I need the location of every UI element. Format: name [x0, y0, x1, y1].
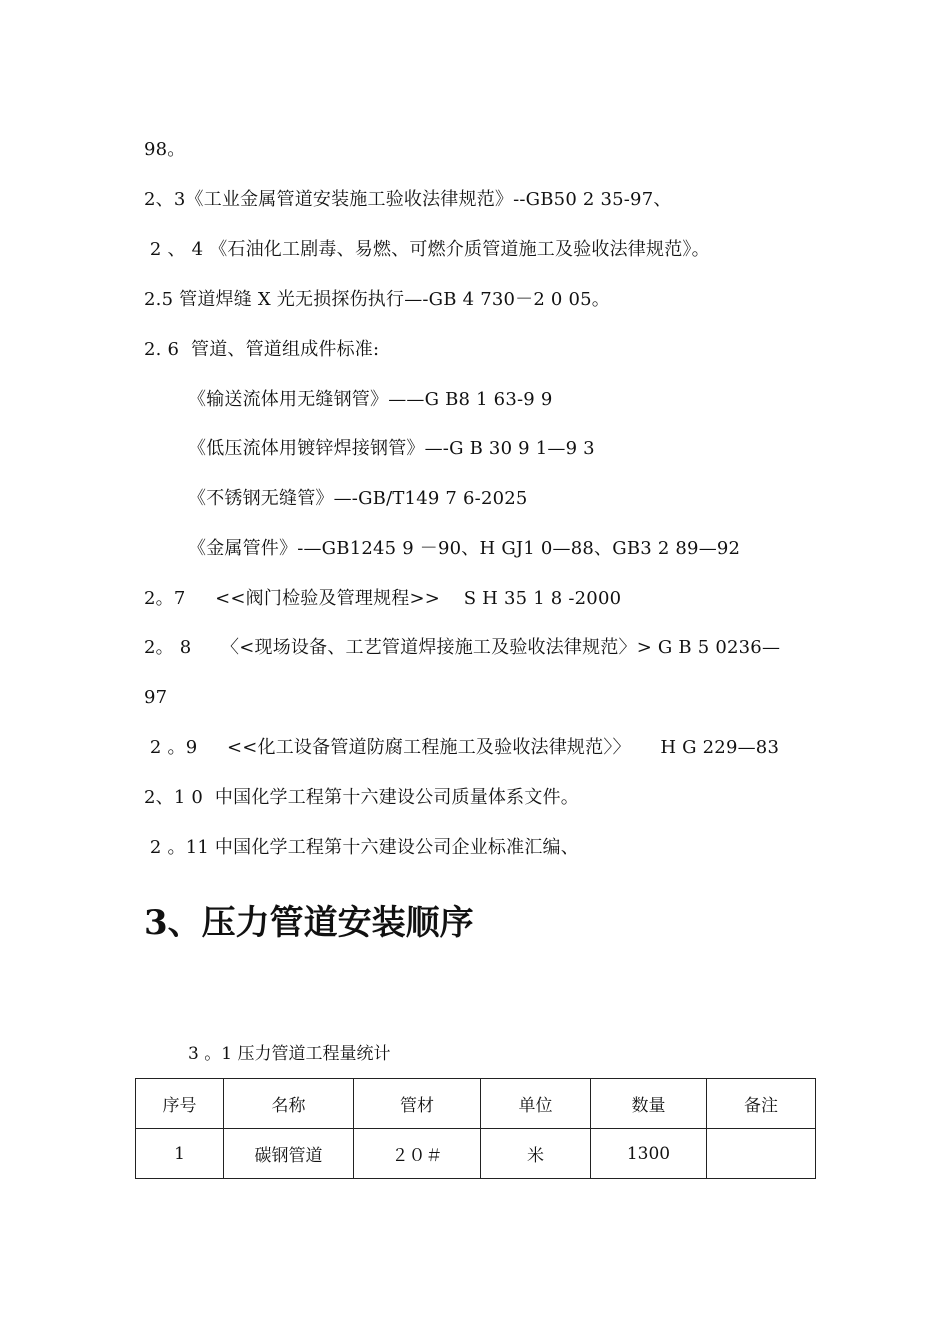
- text-line: 98。: [144, 139, 186, 160]
- section-heading: 3、压力管道安装顺序: [144, 903, 474, 943]
- table-header-cell: 备注: [707, 1079, 816, 1129]
- table-header-row: [136, 1079, 816, 1129]
- text-line: 2 、 4 《石油化工剧毒、易燃、可燃介质管道施工及验收法律规范》。: [144, 239, 710, 260]
- table-header-cell: 名称: [224, 1079, 354, 1129]
- text-line: 《低压流体用镀锌焊接钢管》—-G B 30 9 1—9 3: [188, 438, 595, 459]
- text-line: 2.5 管道焊缝 X 光无损探伤执行—-GB 4 730－2 0 05。: [144, 289, 610, 310]
- text-line: 《不锈钢无缝管》—-GB/T149 7 6-2025: [188, 488, 528, 509]
- table-header-cell: 序号: [136, 1079, 224, 1129]
- text-line: 2 。11 中国化学工程第十六建设公司企业标准汇编、: [144, 837, 579, 858]
- text-line: 2 。9 <<化工设备管道防腐工程施工及验收法律规范〉〉 H G 229—83: [144, 737, 780, 758]
- text-line: 《输送流体用无缝钢管》——G B8 1 63-9 9: [188, 389, 553, 410]
- text-line: 2、3《工业金属管道安装施工验收法律规范》--GB50 2 35-97、: [144, 189, 672, 210]
- text-line: 《金属管件》-—GB1245 9 －90、H GJ1 0—88、GB3 2 89—92: [188, 538, 741, 559]
- table-header-cell: 数量: [591, 1079, 707, 1129]
- text-line: 2。7 <<阀门检验及管理规程>> S H 35 1 8 -2000: [144, 588, 622, 609]
- table-cell: [707, 1129, 816, 1179]
- text-line: 2. 6 管道、管道组成件标准:: [144, 339, 380, 360]
- table-cell: 1300: [591, 1129, 707, 1179]
- quantity-table: [135, 1078, 816, 1179]
- table-cell: 米: [481, 1129, 591, 1179]
- table-cell: 1: [136, 1129, 224, 1179]
- text-line: 2、1 0 中国化学工程第十六建设公司质量体系文件。: [144, 787, 579, 808]
- table-header-cell: 管材: [354, 1079, 481, 1129]
- text-line: 2。 8 〈<现场设备、工艺管道焊接施工及验收法律规范〉> G B 5 0236—: [144, 637, 781, 658]
- table-cell: 碳钢管道: [224, 1129, 354, 1179]
- table-header-cell: 单位: [481, 1079, 591, 1129]
- text-line: 97: [144, 687, 168, 708]
- table-caption: 3 。1 压力管道工程量统计: [188, 1044, 391, 1064]
- table-row: [136, 1129, 816, 1179]
- table-cell: ２０＃: [354, 1129, 481, 1179]
